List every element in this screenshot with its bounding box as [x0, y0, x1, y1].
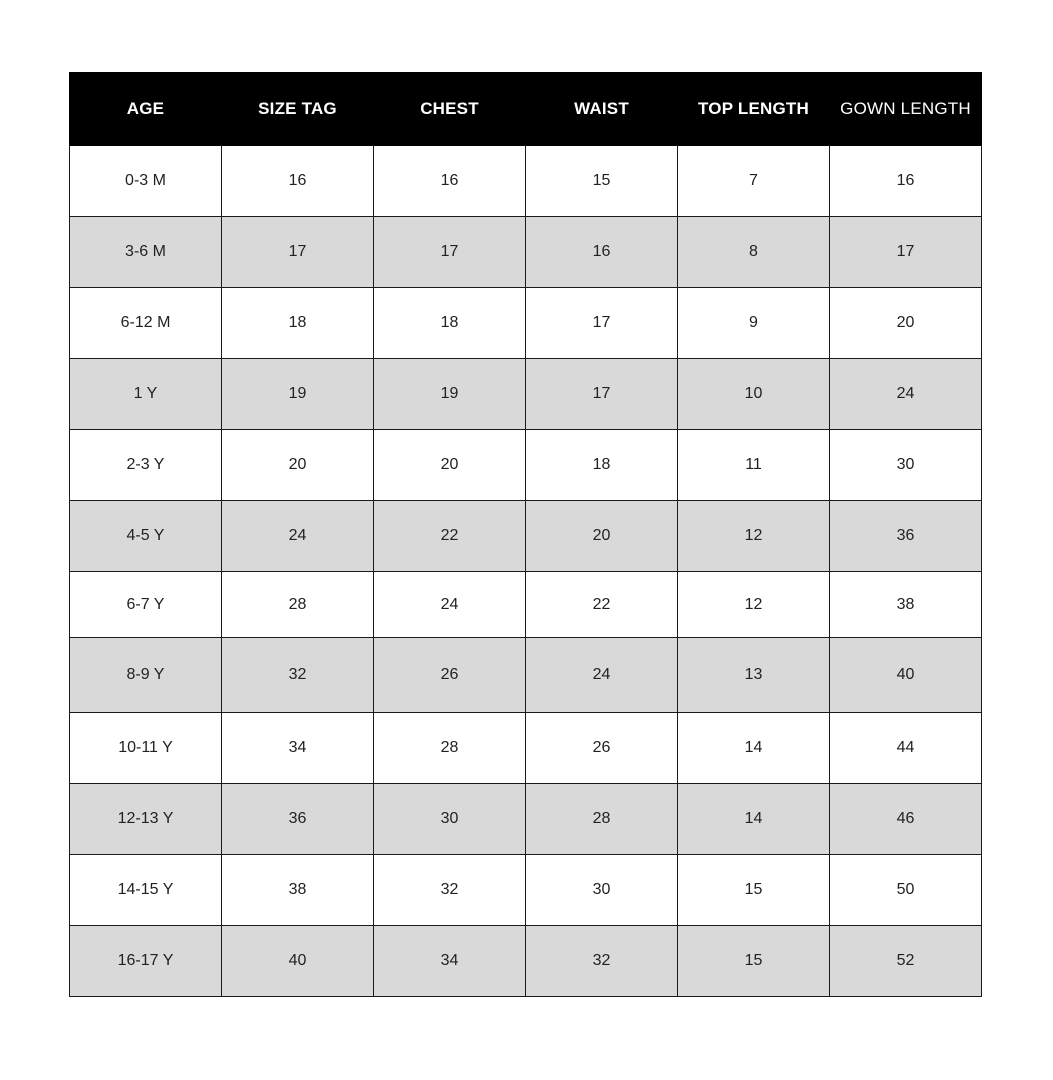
- cell-waist: 30: [526, 855, 678, 926]
- cell-chest: 34: [374, 926, 526, 997]
- cell-top-length: 12: [678, 572, 830, 638]
- cell-chest: 19: [374, 359, 526, 430]
- cell-size-tag: 32: [222, 638, 374, 713]
- cell-chest: 18: [374, 288, 526, 359]
- cell-gown-length: 38: [830, 572, 982, 638]
- header-age: AGE: [70, 73, 222, 146]
- cell-waist: 26: [526, 713, 678, 784]
- header-size-tag: SIZE TAG: [222, 73, 374, 146]
- cell-size-tag: 18: [222, 288, 374, 359]
- table-body: [70, 146, 982, 997]
- cell-chest: 32: [374, 855, 526, 926]
- cell-size-tag: 19: [222, 359, 374, 430]
- cell-age: 3-6 M: [70, 217, 222, 288]
- cell-top-length: 9: [678, 288, 830, 359]
- cell-chest: 20: [374, 430, 526, 501]
- cell-size-tag: 24: [222, 501, 374, 572]
- table-row: [70, 217, 982, 288]
- cell-size-tag: 38: [222, 855, 374, 926]
- cell-gown-length: 36: [830, 501, 982, 572]
- cell-chest: 28: [374, 713, 526, 784]
- cell-waist: 17: [526, 288, 678, 359]
- cell-age: 14-15 Y: [70, 855, 222, 926]
- cell-chest: 16: [374, 146, 526, 217]
- cell-top-length: 10: [678, 359, 830, 430]
- cell-gown-length: 24: [830, 359, 982, 430]
- cell-waist: 24: [526, 638, 678, 713]
- table-row: [70, 501, 982, 572]
- cell-size-tag: 40: [222, 926, 374, 997]
- cell-age: 8-9 Y: [70, 638, 222, 713]
- cell-gown-length: 46: [830, 784, 982, 855]
- cell-top-length: 14: [678, 713, 830, 784]
- cell-chest: 22: [374, 501, 526, 572]
- cell-chest: 26: [374, 638, 526, 713]
- cell-chest: 30: [374, 784, 526, 855]
- table-row: [70, 926, 982, 997]
- header-top-length: TOP LENGTH: [678, 73, 830, 146]
- table-row: [70, 430, 982, 501]
- cell-waist: 15: [526, 146, 678, 217]
- cell-top-length: 12: [678, 501, 830, 572]
- cell-top-length: 8: [678, 217, 830, 288]
- table-row: [70, 288, 982, 359]
- cell-size-tag: 34: [222, 713, 374, 784]
- cell-chest: 24: [374, 572, 526, 638]
- cell-size-tag: 20: [222, 430, 374, 501]
- cell-top-length: 11: [678, 430, 830, 501]
- header-row: [70, 73, 982, 146]
- cell-age: 4-5 Y: [70, 501, 222, 572]
- cell-top-length: 13: [678, 638, 830, 713]
- cell-top-length: 14: [678, 784, 830, 855]
- cell-age: 10-11 Y: [70, 713, 222, 784]
- table-row: [70, 638, 982, 713]
- cell-waist: 32: [526, 926, 678, 997]
- cell-top-length: 15: [678, 855, 830, 926]
- cell-age: 6-7 Y: [70, 572, 222, 638]
- cell-gown-length: 16: [830, 146, 982, 217]
- cell-size-tag: 36: [222, 784, 374, 855]
- cell-size-tag: 16: [222, 146, 374, 217]
- cell-waist: 18: [526, 430, 678, 501]
- cell-size-tag: 17: [222, 217, 374, 288]
- cell-age: 0-3 M: [70, 146, 222, 217]
- cell-age: 2-3 Y: [70, 430, 222, 501]
- size-chart-table: [69, 72, 982, 997]
- cell-waist: 20: [526, 501, 678, 572]
- table-header: [70, 73, 982, 146]
- header-gown-length: GOWN LENGTH: [830, 73, 982, 146]
- cell-waist: 22: [526, 572, 678, 638]
- table-row: [70, 146, 982, 217]
- cell-gown-length: 52: [830, 926, 982, 997]
- cell-size-tag: 28: [222, 572, 374, 638]
- cell-waist: 16: [526, 217, 678, 288]
- header-chest: CHEST: [374, 73, 526, 146]
- cell-waist: 17: [526, 359, 678, 430]
- cell-age: 16-17 Y: [70, 926, 222, 997]
- cell-top-length: 7: [678, 146, 830, 217]
- table-row: [70, 713, 982, 784]
- cell-waist: 28: [526, 784, 678, 855]
- cell-gown-length: 30: [830, 430, 982, 501]
- cell-age: 6-12 M: [70, 288, 222, 359]
- cell-gown-length: 44: [830, 713, 982, 784]
- cell-chest: 17: [374, 217, 526, 288]
- cell-age: 1 Y: [70, 359, 222, 430]
- table-row: [70, 572, 982, 638]
- cell-gown-length: 17: [830, 217, 982, 288]
- cell-age: 12-13 Y: [70, 784, 222, 855]
- table-row: [70, 359, 982, 430]
- header-waist: WAIST: [526, 73, 678, 146]
- cell-gown-length: 20: [830, 288, 982, 359]
- table-row: [70, 784, 982, 855]
- cell-gown-length: 50: [830, 855, 982, 926]
- cell-top-length: 15: [678, 926, 830, 997]
- table-row: [70, 855, 982, 926]
- cell-gown-length: 40: [830, 638, 982, 713]
